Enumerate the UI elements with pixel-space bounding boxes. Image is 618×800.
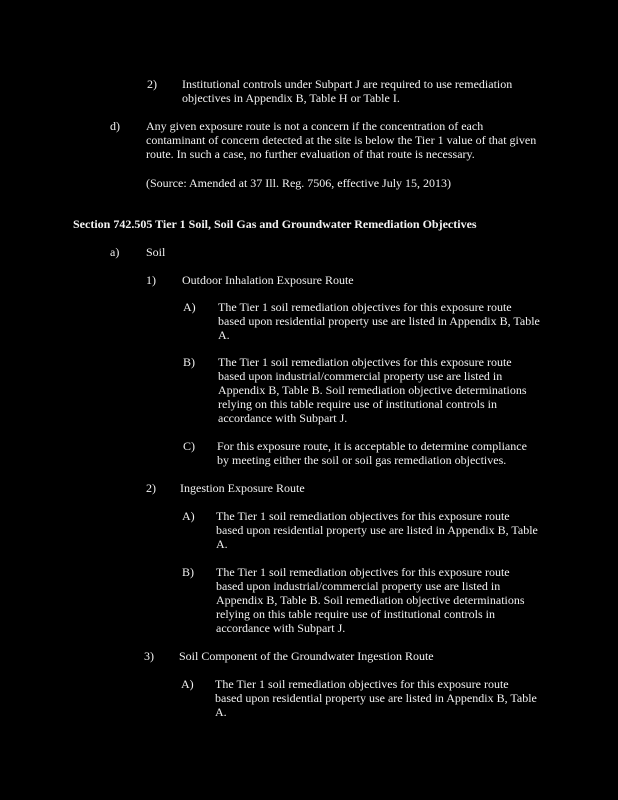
text-line: relying on this table require use of institutional controls in bbox=[218, 397, 497, 411]
subsection-title: Outdoor Inhalation Exposure Route bbox=[182, 273, 354, 287]
item-label: B) bbox=[182, 565, 194, 579]
text-line: The Tier 1 soil remediation objectives for this exposure route bbox=[216, 509, 510, 523]
text-line: Appendix B, Table B. Soil remediation objective determinations bbox=[216, 593, 525, 607]
text-line: accordance with Subpart J. bbox=[218, 411, 348, 425]
item-label: A) bbox=[182, 509, 195, 523]
text-line: The Tier 1 soil remediation objectives for this exposure route bbox=[218, 300, 512, 314]
paragraph bbox=[217, 439, 527, 467]
paragraph-d bbox=[146, 119, 536, 161]
subsection-title: Soil Component of the Groundwater Ingestion Route bbox=[179, 649, 434, 663]
item-label: C) bbox=[183, 439, 195, 453]
paragraph-c2 bbox=[182, 77, 512, 105]
text-line: based upon residential property use are listed in Appendix B, Table bbox=[218, 314, 540, 328]
text-line: relying on this table require use of institutional controls in bbox=[216, 607, 495, 621]
paragraph bbox=[218, 355, 527, 425]
paragraph bbox=[218, 300, 540, 342]
text-line: based upon residential property use are listed in Appendix B, Table bbox=[215, 691, 537, 705]
item-label: A) bbox=[181, 677, 194, 691]
text-line: accordance with Subpart J. bbox=[216, 621, 346, 635]
text-line: based upon industrial/commercial property use are listed in bbox=[216, 579, 501, 593]
text-line: objectives in Appendix B, Table H or Table I. bbox=[182, 91, 400, 105]
text-line: Any given exposure route is not a concern if the concentration of each bbox=[146, 119, 484, 133]
text-line: based upon industrial/commercial property use are listed in bbox=[218, 369, 503, 383]
text-line: based upon residential property use are listed in Appendix B, Table bbox=[216, 523, 538, 537]
text-line: The Tier 1 soil remediation objectives for this exposure route bbox=[215, 677, 509, 691]
text-line: A. bbox=[218, 328, 230, 342]
text-line: For this exposure route, it is acceptable to determine compliance bbox=[217, 439, 527, 453]
item-label: B) bbox=[183, 355, 195, 369]
item-label: a) bbox=[110, 245, 120, 259]
text-line: The Tier 1 soil remediation objectives for this exposure route bbox=[216, 565, 510, 579]
item-label: 2) bbox=[146, 481, 156, 495]
text-line: Institutional controls under Subpart J are required to use remediation bbox=[182, 77, 513, 91]
paragraph bbox=[216, 565, 525, 635]
text-line: by meeting either the soil or soil gas remediation objectives. bbox=[217, 453, 507, 467]
text-line: A. bbox=[215, 705, 227, 719]
item-label: 2) bbox=[147, 77, 157, 91]
item-label: 3) bbox=[144, 649, 154, 663]
paragraph bbox=[216, 509, 538, 551]
paragraph bbox=[215, 677, 537, 719]
text-line: route. In such a case, no further evaluation of that route is necessary. bbox=[146, 147, 475, 161]
item-label: 1) bbox=[146, 273, 156, 287]
text-line: Appendix B, Table B. Soil remediation objective determinations bbox=[218, 383, 527, 397]
section-heading: Section 742.505 Tier 1 Soil, Soil Gas and Groundwater Remediation Objectives bbox=[73, 217, 477, 231]
subsection-title: Soil bbox=[146, 245, 166, 259]
text-line: A. bbox=[216, 537, 228, 551]
subsection-title: Ingestion Exposure Route bbox=[180, 481, 305, 495]
item-label: A) bbox=[183, 300, 196, 314]
source-note: (Source: Amended at 37 Ill. Reg. 7506, effective July 15, 2013) bbox=[146, 176, 452, 190]
item-label: d) bbox=[110, 119, 120, 133]
text-line: contaminant of concern detected at the site is below the Tier 1 value of that given bbox=[146, 133, 537, 147]
text-line: The Tier 1 soil remediation objectives for this exposure route bbox=[218, 355, 512, 369]
